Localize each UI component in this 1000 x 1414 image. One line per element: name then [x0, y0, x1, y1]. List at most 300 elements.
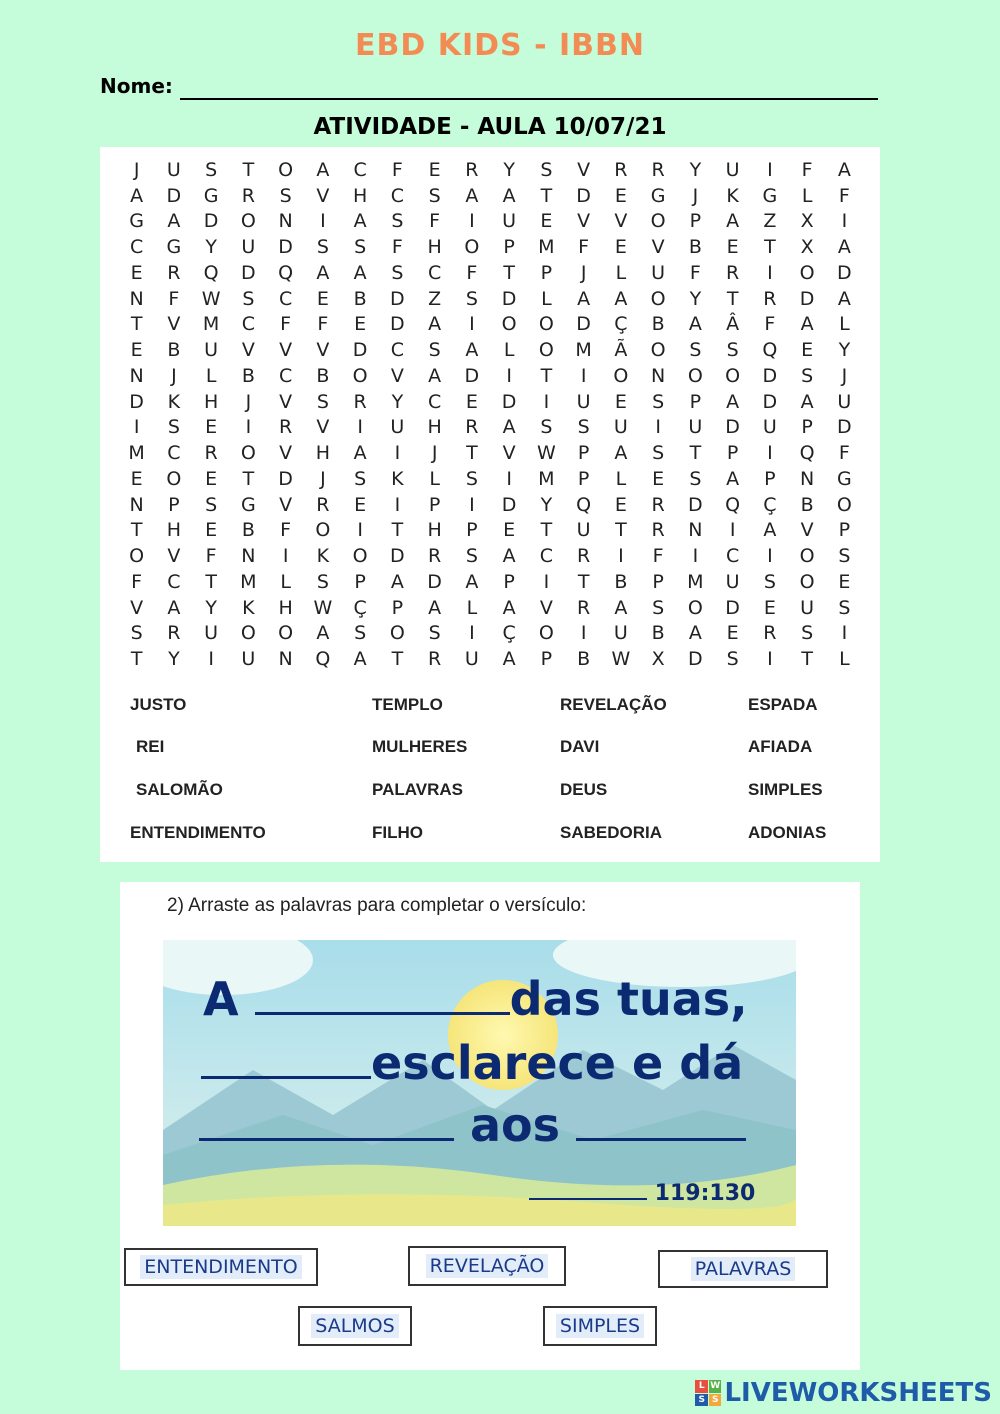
grid-cell[interactable]: L	[615, 467, 627, 490]
grid-cell[interactable]: V	[577, 210, 591, 233]
grid-cell[interactable]: H	[427, 416, 442, 439]
grid-cell[interactable]: A	[688, 313, 702, 336]
grid-cell[interactable]: C	[427, 261, 442, 284]
grid-cell[interactable]: H	[427, 236, 442, 259]
grid-cell[interactable]: O	[538, 622, 554, 645]
grid-cell[interactable]: F	[317, 313, 329, 336]
grid-cell[interactable]: F	[280, 519, 292, 542]
grid-cell[interactable]: E	[354, 493, 367, 516]
grid-cell[interactable]: S	[726, 339, 739, 362]
grid-cell[interactable]: C	[390, 184, 405, 207]
grid-cell[interactable]: L	[801, 184, 813, 207]
grid-cell[interactable]: T	[503, 261, 515, 284]
grid-cell[interactable]: A	[353, 210, 367, 233]
grid-cell[interactable]: R	[651, 519, 665, 542]
grid-cell[interactable]: E	[801, 339, 814, 362]
grid-cell[interactable]: U	[576, 519, 591, 542]
grid-cell[interactable]: F	[131, 570, 143, 593]
grid-cell[interactable]: I	[767, 261, 773, 284]
grid-cell[interactable]: D	[501, 390, 517, 413]
grid-cell[interactable]: W	[201, 287, 221, 310]
grid-cell[interactable]: I	[469, 622, 475, 645]
grid-cell[interactable]: T	[615, 519, 627, 542]
grid-cell[interactable]: U	[241, 236, 256, 259]
grid-cell[interactable]: V	[800, 519, 814, 542]
grid-cell[interactable]: Z	[428, 287, 442, 310]
grid-cell[interactable]: S	[167, 416, 180, 439]
grid-cell[interactable]: K	[167, 390, 181, 413]
grid-cell[interactable]: R	[428, 648, 442, 671]
grid-cell[interactable]: E	[354, 313, 367, 336]
grid-cell[interactable]: U	[837, 390, 852, 413]
grid-cell[interactable]: L	[541, 287, 552, 310]
grid-cell[interactable]: E	[130, 339, 143, 362]
grid-cell[interactable]: G	[166, 236, 182, 259]
grid-cell[interactable]: W	[313, 596, 333, 619]
grid-cell[interactable]: C	[353, 158, 367, 181]
grid-cell[interactable]: Ã	[614, 339, 628, 362]
grid-cell[interactable]: U	[725, 158, 740, 181]
grid-cell[interactable]: G	[650, 184, 666, 207]
grid-cell[interactable]: M	[128, 442, 145, 465]
grid-cell[interactable]: D	[241, 261, 256, 284]
grid-cell[interactable]: T	[242, 158, 255, 181]
liveworksheets-brand[interactable]	[695, 1378, 992, 1408]
grid-cell[interactable]: O	[240, 442, 256, 465]
grid-cell[interactable]: A	[428, 313, 442, 336]
grid-cell[interactable]: S	[354, 236, 367, 259]
grid-cell[interactable]: E	[838, 570, 851, 593]
grid-cell[interactable]: H	[166, 519, 182, 542]
grid-cell[interactable]: T	[764, 236, 776, 259]
grid-cell[interactable]: A	[390, 570, 404, 593]
grid-cell[interactable]: U	[464, 648, 479, 671]
grid-cell[interactable]: A	[130, 184, 144, 207]
grid-cell[interactable]: H	[278, 596, 293, 619]
grid-cell[interactable]: A	[353, 261, 367, 284]
grid-cell[interactable]: A	[726, 467, 740, 490]
grid-cell[interactable]: N	[278, 210, 293, 233]
grid-cell[interactable]: Y	[205, 236, 217, 259]
grid-cell[interactable]: O	[240, 210, 256, 233]
grid-cell[interactable]: O	[352, 545, 368, 568]
grid-cell[interactable]: Y	[689, 287, 702, 310]
grid-cell[interactable]: S	[838, 545, 851, 568]
grid-cell[interactable]: T	[205, 570, 217, 593]
grid-cell[interactable]: A	[502, 596, 516, 619]
grid-cell[interactable]: O	[799, 545, 815, 568]
grid-cell[interactable]: D	[166, 184, 182, 207]
grid-cell[interactable]: R	[465, 158, 479, 181]
grid-cell[interactable]: I	[580, 622, 587, 645]
grid-cell[interactable]: G	[241, 493, 256, 516]
grid-cell[interactable]: V	[539, 596, 553, 619]
grid-cell[interactable]: T	[391, 519, 404, 542]
grid-cell[interactable]: Ç	[614, 313, 628, 336]
grid-cell[interactable]: P	[503, 236, 515, 259]
grid-cell[interactable]: S	[652, 596, 665, 619]
grid-cell[interactable]: V	[167, 545, 181, 568]
grid-cell[interactable]: S	[689, 339, 702, 362]
grid-cell[interactable]: E	[614, 184, 627, 207]
grid-cell[interactable]: L	[615, 261, 627, 284]
grid-cell[interactable]: S	[540, 416, 553, 439]
grid-cell[interactable]: F	[280, 313, 292, 336]
grid-cell[interactable]: U	[762, 416, 777, 439]
grid-cell[interactable]: P	[168, 493, 180, 516]
grid-cell[interactable]: B	[614, 570, 628, 593]
grid-cell[interactable]: U	[390, 416, 405, 439]
grid-cell[interactable]: S	[205, 158, 218, 181]
grid-cell[interactable]: D	[390, 545, 405, 568]
grid-cell[interactable]: S	[577, 416, 590, 439]
grid-cell[interactable]: A	[167, 596, 181, 619]
grid-cell[interactable]: Y	[168, 648, 180, 671]
grid-cell[interactable]: D	[762, 364, 778, 387]
grid-cell[interactable]: S	[540, 158, 553, 181]
grid-cell[interactable]: U	[204, 622, 219, 645]
grid-cell[interactable]: D	[688, 493, 703, 516]
grid-cell[interactable]: B	[651, 313, 665, 336]
grid-cell[interactable]: F	[429, 210, 441, 233]
grid-cell[interactable]: S	[689, 467, 702, 490]
grid-cell[interactable]: V	[279, 442, 293, 465]
grid-cell[interactable]: A	[763, 519, 777, 542]
grid-cell[interactable]: D	[762, 390, 778, 413]
grid-cell[interactable]: I	[692, 545, 699, 568]
grid-cell[interactable]: I	[543, 390, 550, 413]
grid-cell[interactable]: S	[428, 339, 441, 362]
grid-cell[interactable]: Y	[205, 596, 217, 619]
option-revelacao[interactable]	[408, 1246, 566, 1286]
verse-blank-2[interactable]	[201, 1036, 371, 1079]
grid-cell[interactable]: R	[167, 261, 181, 284]
grid-cell[interactable]: T	[466, 442, 478, 465]
grid-cell[interactable]: A	[726, 210, 740, 233]
grid-cell[interactable]: A	[614, 287, 628, 310]
grid-cell[interactable]: A	[428, 596, 442, 619]
grid-cell[interactable]: N	[129, 364, 144, 387]
grid-cell[interactable]: A	[726, 390, 740, 413]
grid-cell[interactable]: D	[725, 416, 740, 439]
grid-cell[interactable]: S	[130, 622, 143, 645]
grid-cell[interactable]: E	[205, 416, 218, 439]
grid-cell[interactable]: H	[427, 519, 442, 542]
grid-cell[interactable]: E	[763, 596, 776, 619]
grid-cell[interactable]: A	[837, 158, 851, 181]
grid-cell[interactable]: D	[203, 210, 219, 233]
grid-cell[interactable]: J	[133, 158, 140, 181]
grid-cell[interactable]: U	[725, 570, 740, 593]
grid-cell[interactable]: V	[614, 210, 628, 233]
grid-cell[interactable]: N	[800, 467, 815, 490]
grid-cell[interactable]: R	[577, 545, 591, 568]
grid-cell[interactable]: I	[841, 210, 848, 233]
grid-cell[interactable]: D	[390, 287, 405, 310]
grid-cell[interactable]: X	[800, 236, 814, 259]
grid-cell[interactable]: P	[428, 493, 441, 516]
grid-cell[interactable]: F	[578, 236, 590, 259]
grid-cell[interactable]: D	[278, 236, 293, 259]
grid-cell[interactable]: W	[536, 442, 556, 465]
grid-cell[interactable]: O	[278, 622, 294, 645]
option-salmos[interactable]	[298, 1306, 412, 1346]
grid-cell[interactable]: V	[577, 158, 591, 181]
grid-cell[interactable]: A	[465, 184, 479, 207]
grid-cell[interactable]: C	[427, 390, 442, 413]
grid-cell[interactable]: H	[203, 390, 219, 413]
grid-cell[interactable]: E	[130, 467, 143, 490]
grid-cell[interactable]: D	[501, 287, 517, 310]
grid-cell[interactable]: Q	[576, 493, 592, 516]
grid-cell[interactable]: A	[316, 158, 330, 181]
grid-cell[interactable]: P	[540, 648, 553, 671]
grid-cell[interactable]: T	[540, 519, 553, 542]
grid-cell[interactable]: B	[167, 339, 181, 362]
grid-cell[interactable]: S	[316, 236, 329, 259]
grid-cell[interactable]: A	[800, 390, 814, 413]
grid-cell[interactable]: A	[167, 210, 181, 233]
grid-cell[interactable]: R	[353, 390, 367, 413]
grid-cell[interactable]: G	[837, 467, 852, 490]
grid-cell[interactable]: I	[767, 648, 773, 671]
grid-cell[interactable]: J	[431, 442, 438, 465]
grid-cell[interactable]: O	[650, 339, 666, 362]
grid-cell[interactable]: C	[278, 287, 293, 310]
grid-cell[interactable]: B	[241, 519, 255, 542]
grid-cell[interactable]: S	[428, 622, 441, 645]
grid-cell[interactable]: F	[466, 261, 478, 284]
grid-cell[interactable]: Q	[799, 442, 815, 465]
grid-cell[interactable]: J	[320, 467, 326, 490]
grid-cell[interactable]: I	[394, 442, 401, 465]
grid-cell[interactable]: T	[540, 184, 553, 207]
grid-cell[interactable]: N	[129, 493, 144, 516]
grid-cell[interactable]: O	[725, 364, 741, 387]
grid-cell[interactable]: D	[576, 184, 591, 207]
grid-cell[interactable]: N	[241, 545, 256, 568]
grid-cell[interactable]: L	[839, 313, 850, 336]
grid-cell[interactable]: U	[613, 622, 628, 645]
grid-cell[interactable]: D	[837, 416, 852, 439]
grid-cell[interactable]: O	[687, 364, 703, 387]
grid-cell[interactable]: P	[726, 442, 739, 465]
grid-cell[interactable]: Q	[203, 261, 219, 284]
grid-cell[interactable]: L	[839, 648, 850, 671]
grid-cell[interactable]: R	[204, 442, 218, 465]
grid-cell[interactable]: I	[729, 519, 736, 542]
grid-cell[interactable]: S	[391, 210, 404, 233]
grid-cell[interactable]: S	[316, 390, 329, 413]
grid-cell[interactable]: K	[391, 467, 404, 490]
grid-cell[interactable]: S	[316, 570, 329, 593]
grid-cell[interactable]: A	[353, 648, 367, 671]
grid-cell[interactable]: Â	[726, 313, 740, 336]
grid-cell[interactable]: R	[465, 416, 479, 439]
grid-cell[interactable]: C	[129, 236, 144, 259]
grid-cell[interactable]: B	[353, 287, 367, 310]
grid-cell[interactable]: S	[279, 184, 292, 207]
grid-cell[interactable]: I	[357, 416, 363, 439]
grid-cell[interactable]: Ç	[502, 622, 516, 645]
grid-cell[interactable]: V	[130, 596, 144, 619]
grid-cell[interactable]: S	[652, 390, 665, 413]
grid-cell[interactable]: U	[204, 339, 219, 362]
grid-cell[interactable]: Y	[503, 158, 515, 181]
grid-cell[interactable]: V	[502, 442, 516, 465]
grid-cell[interactable]: Ç	[763, 493, 777, 516]
grid-cell[interactable]: M	[538, 236, 555, 259]
grid-cell[interactable]: A	[837, 287, 851, 310]
grid-cell[interactable]: A	[502, 648, 516, 671]
grid-cell[interactable]: R	[316, 493, 330, 516]
grid-cell[interactable]: R	[167, 622, 181, 645]
grid-cell[interactable]: O	[166, 467, 182, 490]
grid-cell[interactable]: G	[762, 184, 778, 207]
grid-cell[interactable]: N	[688, 519, 703, 542]
verse-blank-3[interactable]	[199, 1098, 454, 1141]
grid-cell[interactable]: G	[203, 184, 219, 207]
grid-cell[interactable]: O	[650, 287, 666, 310]
grid-cell[interactable]: L	[466, 596, 478, 619]
grid-cell[interactable]: O	[538, 339, 554, 362]
grid-cell[interactable]: R	[241, 184, 255, 207]
grid-cell[interactable]: O	[799, 570, 815, 593]
grid-cell[interactable]: C	[539, 545, 554, 568]
grid-cell[interactable]: B	[577, 648, 591, 671]
grid-cell[interactable]: F	[838, 184, 850, 207]
grid-cell[interactable]: S	[465, 545, 478, 568]
grid-cell[interactable]: A	[465, 339, 479, 362]
grid-cell[interactable]: P	[577, 467, 590, 490]
grid-cell[interactable]: V	[316, 339, 330, 362]
grid-cell[interactable]: S	[242, 287, 255, 310]
grid-cell[interactable]: V	[241, 339, 255, 362]
grid-cell[interactable]: L	[205, 364, 217, 387]
grid-cell[interactable]: Q	[278, 261, 294, 284]
grid-cell[interactable]: E	[465, 390, 478, 413]
grid-cell[interactable]: C	[167, 570, 181, 593]
grid-cell[interactable]: D	[464, 364, 480, 387]
grid-cell[interactable]: A	[353, 442, 367, 465]
grid-cell[interactable]: E	[540, 210, 553, 233]
grid-cell[interactable]: O	[650, 210, 666, 233]
grid-cell[interactable]: O	[799, 261, 815, 284]
grid-cell[interactable]: I	[133, 416, 140, 439]
verse-blank-1[interactable]	[255, 972, 510, 1015]
grid-cell[interactable]: I	[469, 210, 475, 233]
grid-cell[interactable]: S	[801, 364, 814, 387]
grid-cell[interactable]: U	[502, 210, 517, 233]
grid-cell[interactable]: I	[618, 545, 624, 568]
grid-cell[interactable]: P	[354, 570, 366, 593]
option-simples[interactable]	[543, 1306, 657, 1346]
grid-cell[interactable]: O	[501, 313, 517, 336]
grid-cell[interactable]: L	[503, 339, 515, 362]
grid-cell[interactable]: E	[614, 493, 627, 516]
grid-cell[interactable]: U	[613, 416, 628, 439]
grid-cell[interactable]: M	[687, 570, 704, 593]
grid-cell[interactable]: C	[390, 339, 405, 362]
grid-cell[interactable]: E	[503, 519, 516, 542]
grid-cell[interactable]: I	[394, 493, 401, 516]
grid-cell[interactable]: O	[464, 236, 480, 259]
grid-cell[interactable]: D	[688, 648, 703, 671]
verse-blank-4[interactable]	[576, 1098, 746, 1141]
grid-cell[interactable]: H	[352, 184, 368, 207]
grid-cell[interactable]: A	[316, 622, 330, 645]
grid-cell[interactable]: J	[692, 184, 699, 207]
grid-cell[interactable]: I	[543, 570, 550, 593]
grid-cell[interactable]: E	[726, 622, 739, 645]
option-entendimento[interactable]	[124, 1248, 318, 1286]
grid-cell[interactable]: N	[129, 287, 144, 310]
grid-cell[interactable]: L	[280, 570, 291, 593]
grid-cell[interactable]: D	[837, 261, 852, 284]
grid-cell[interactable]: K	[726, 184, 739, 207]
grid-cell[interactable]: Y	[540, 493, 553, 516]
grid-cell[interactable]: M	[202, 313, 220, 336]
grid-cell[interactable]: R	[279, 416, 293, 439]
grid-cell[interactable]: P	[503, 570, 515, 593]
grid-cell[interactable]: O	[613, 364, 629, 387]
grid-cell[interactable]: L	[429, 467, 440, 490]
grid-cell[interactable]: V	[651, 236, 665, 259]
grid-cell[interactable]: F	[838, 442, 850, 465]
grid-cell[interactable]: A	[316, 261, 330, 284]
grid-cell[interactable]: I	[767, 545, 773, 568]
grid-cell[interactable]: O	[129, 545, 145, 568]
grid-cell[interactable]: R	[651, 158, 665, 181]
grid-cell[interactable]: W	[611, 648, 631, 671]
grid-cell[interactable]: P	[540, 261, 553, 284]
grid-cell[interactable]: A	[502, 416, 516, 439]
grid-cell[interactable]: T	[242, 467, 255, 490]
grid-cell[interactable]: R	[763, 287, 777, 310]
grid-cell[interactable]: N	[651, 364, 666, 387]
grid-cell[interactable]: Y	[391, 390, 404, 413]
grid-cell[interactable]: J	[841, 364, 848, 387]
grid-cell[interactable]: T	[801, 648, 813, 671]
grid-cell[interactable]: F	[205, 545, 217, 568]
grid-cell[interactable]: T	[391, 648, 404, 671]
grid-cell[interactable]: F	[391, 236, 403, 259]
grid-cell[interactable]: O	[389, 622, 405, 645]
grid-cell[interactable]: C	[241, 313, 256, 336]
grid-cell[interactable]: D	[725, 596, 740, 619]
grid-cell[interactable]: I	[655, 416, 661, 439]
grid-cell[interactable]: A	[577, 287, 591, 310]
grid-cell[interactable]: S	[465, 287, 478, 310]
grid-cell[interactable]: S	[465, 467, 478, 490]
grid-cell[interactable]: E	[205, 519, 218, 542]
grid-cell[interactable]: V	[316, 184, 330, 207]
grid-cell[interactable]: I	[208, 648, 214, 671]
grid-cell[interactable]: F	[652, 545, 664, 568]
grid-cell[interactable]: D	[129, 390, 144, 413]
grid-cell[interactable]: I	[469, 313, 475, 336]
grid-cell[interactable]: O	[315, 519, 331, 542]
grid-cell[interactable]: O	[352, 364, 368, 387]
grid-cell[interactable]: K	[316, 545, 330, 568]
grid-cell[interactable]: S	[205, 493, 218, 516]
grid-cell[interactable]: B	[651, 622, 665, 645]
grid-cell[interactable]: H	[315, 442, 331, 465]
grid-cell[interactable]: P	[391, 596, 404, 619]
grid-cell[interactable]: J	[245, 390, 252, 413]
grid-cell[interactable]: C	[725, 545, 740, 568]
word-search-grid[interactable]	[118, 157, 863, 672]
